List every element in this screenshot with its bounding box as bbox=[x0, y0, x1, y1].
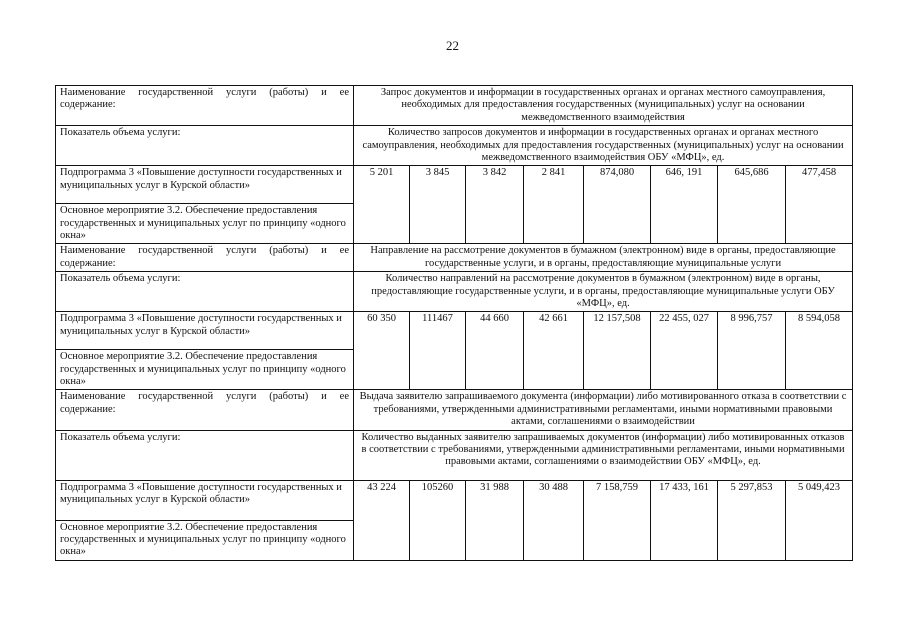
indicator-label: Показатель объема услуги: bbox=[56, 272, 354, 312]
service-name-label: Наименование государственной услуги (работы) и ее содержание: bbox=[56, 86, 354, 126]
indicator-row-2 bbox=[56, 272, 853, 312]
measure-label: Основное мероприятие 3.2. Обеспечение предоставления государственных и муниципальных услуг по принципу «одного окна» bbox=[56, 350, 354, 390]
value-cell: 7 158,759 bbox=[584, 480, 651, 560]
indicator-value: Количество запросов документов и информации в государственных органах и органах местного самоуправления, необходимых для предоставления государственных (муниципальных) услуг на основании межведомственного взаимодействия ОБУ «МФЦ», ед. bbox=[354, 126, 853, 166]
indicator-label: Показатель объема услуги: bbox=[56, 126, 354, 166]
value-cell: 44 660 bbox=[466, 312, 524, 390]
value-cell: 30 488 bbox=[524, 480, 584, 560]
value-cell: 5 049,423 bbox=[786, 480, 853, 560]
value-cell: 105260 bbox=[410, 480, 466, 560]
value-cell: 2 841 bbox=[524, 166, 584, 244]
value-cell: 42 661 bbox=[524, 312, 584, 390]
value-cell: 17 433, 161 bbox=[651, 480, 718, 560]
indicator-row-3 bbox=[56, 430, 853, 480]
service-name-value: Выдача заявителю запрашиваемого документа (информации) либо мотивированного отказа в соответствии с требованиями, утвержденными административными регламентами, иными нормативными правовыми актами, соглашениями о взаимодействии bbox=[354, 390, 853, 430]
value-cell: 31 988 bbox=[466, 480, 524, 560]
page-number: 22 bbox=[446, 38, 459, 53]
indicator-row-1 bbox=[56, 126, 853, 166]
service-name-value: Запрос документов и информации в государственных органах и органах местного самоуправления, необходимых для предоставления государственных (муниципальных) услуг на основании межведомственного взаимодействия bbox=[354, 86, 853, 126]
service-row-3 bbox=[56, 390, 853, 430]
value-cell: 3 842 bbox=[466, 166, 524, 244]
value-cell: 5 297,853 bbox=[718, 480, 786, 560]
value-cell: 645,686 bbox=[718, 166, 786, 244]
subprogram-label: Подпрограмма 3 «Повышение доступности государственных и муниципальных услуг в Курской области» bbox=[56, 166, 354, 204]
measure-label: Основное мероприятие 3.2. Обеспечение предоставления государственных и муниципальных услуг по принципу «одного окна» bbox=[56, 204, 354, 244]
value-cell: 5 201 bbox=[354, 166, 410, 244]
measure-label: Основное мероприятие 3.2. Обеспечение предоставления государственных и муниципальных услуг по принципу «одного окна» bbox=[56, 520, 354, 560]
subprogram-label: Подпрограмма 3 «Повышение доступности государственных и муниципальных услуг в Курской области» bbox=[56, 312, 354, 350]
value-cell: 22 455, 027 bbox=[651, 312, 718, 390]
indicator-value: Количество выданных заявителю запрашиваемых документов (информации) либо мотивированных отказов в соответствии с требованиями, утвержденными административными регламентами, иными нормативными правовыми актами, соглашениями о взаимодействии ОБУ «МФЦ», ед. bbox=[354, 430, 853, 480]
service-row-2 bbox=[56, 244, 853, 272]
value-cell: 111467 bbox=[410, 312, 466, 390]
service-name-label: Наименование государственной услуги (работы) и ее содержание: bbox=[56, 390, 354, 430]
value-cell: 8 996,757 bbox=[718, 312, 786, 390]
value-cell: 60 350 bbox=[354, 312, 410, 390]
value-cell: 12 157,508 bbox=[584, 312, 651, 390]
services-table bbox=[55, 85, 853, 561]
indicator-value: Количество направлений на рассмотрение документов в бумажном (электронном) виде в органы, предоставляющие государственные услуги, и в органы, предоставляющие муниципальные услуги ОБУ «МФЦ», ед. bbox=[354, 272, 853, 312]
service-name-value: Направление на рассмотрение документов в бумажном (электронном) виде в органы, предоставляющие государственные услуги, и в органы, предоставляющие муниципальные услуги bbox=[354, 244, 853, 272]
value-cell: 874,080 bbox=[584, 166, 651, 244]
subprogram-row-1 bbox=[56, 166, 853, 204]
value-cell: 646, 191 bbox=[651, 166, 718, 244]
value-cell: 477,458 bbox=[786, 166, 853, 244]
subprogram-row-2 bbox=[56, 312, 853, 350]
subprogram-label: Подпрограмма 3 «Повышение доступности государственных и муниципальных услуг в Курской области» bbox=[56, 480, 354, 520]
subprogram-row-3 bbox=[56, 480, 853, 520]
value-cell: 43 224 bbox=[354, 480, 410, 560]
value-cell: 3 845 bbox=[410, 166, 466, 244]
service-row-1 bbox=[56, 86, 853, 126]
value-cell: 8 594,058 bbox=[786, 312, 853, 390]
service-name-label: Наименование государственной услуги (работы) и ее содержание: bbox=[56, 244, 354, 272]
indicator-label: Показатель объема услуги: bbox=[56, 430, 354, 480]
